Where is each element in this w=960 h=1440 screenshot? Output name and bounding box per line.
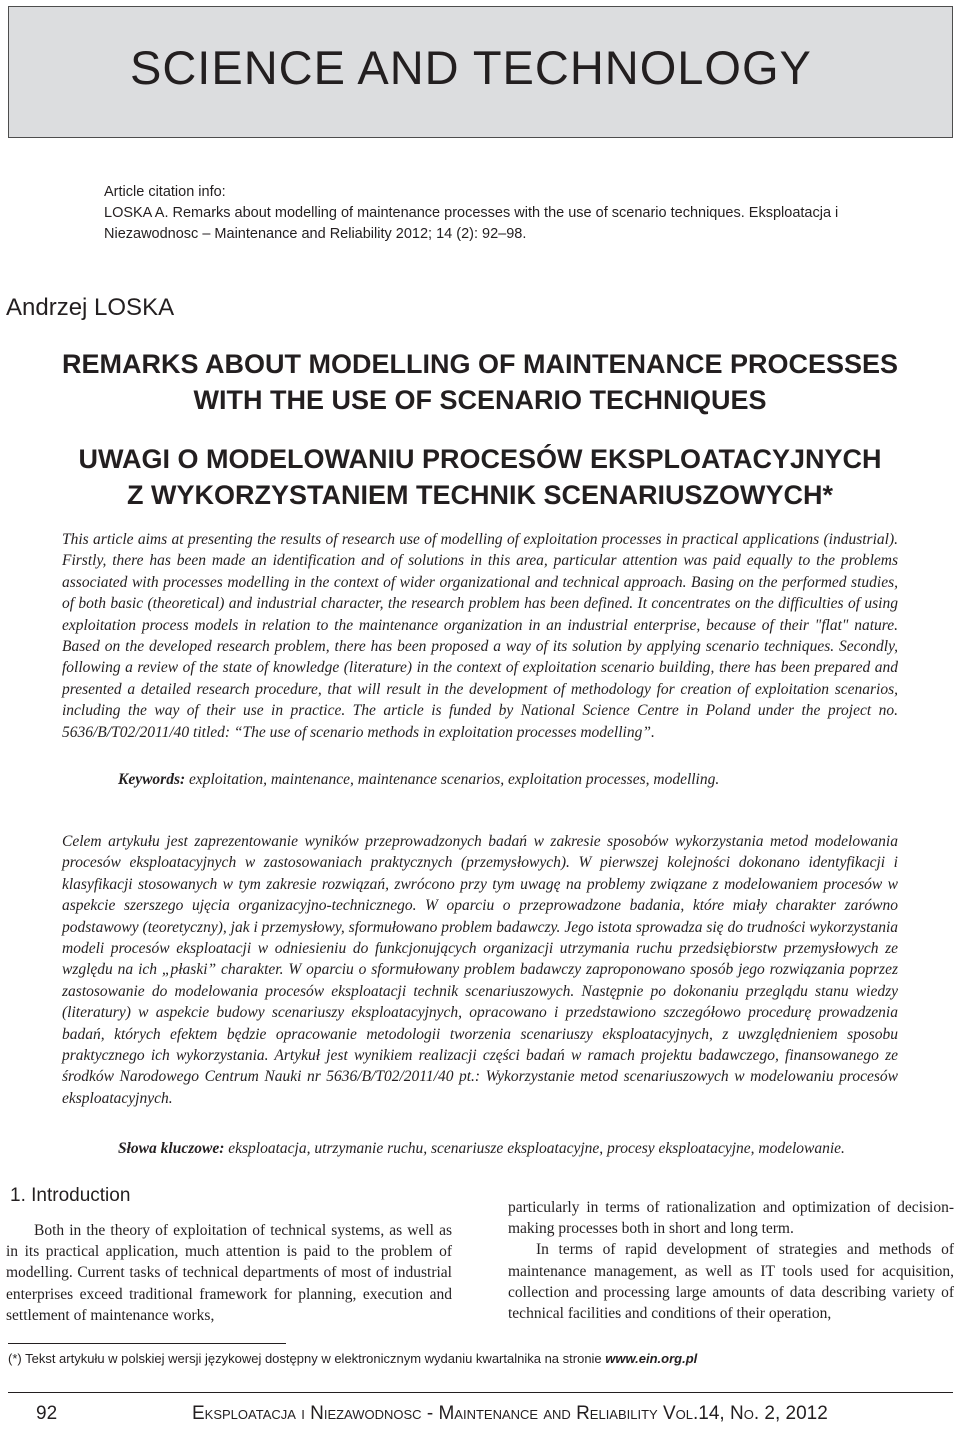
- title-pl-line-2: Z WYKORZYSTANIEM TECHNIK SCENARIUSZOWYCH*: [127, 480, 833, 510]
- footnote-link[interactable]: www.ein.org.pl: [605, 1351, 698, 1366]
- citation-label: Article citation info:: [104, 184, 226, 200]
- article-title-polish: [0, 441, 960, 513]
- journal-running-footer: Eksploatacja i Niezawodnosc - Maintenance and Reliability Vol.14, No. 2, 2012: [192, 1403, 828, 1424]
- right-column: [508, 1197, 954, 1324]
- keywords-list: exploitation, maintenance, maintenance scenarios, exploitation processes, modelling.: [185, 771, 720, 788]
- footnote-divider: [8, 1343, 286, 1344]
- keywords-english: [118, 771, 719, 789]
- title-en-line-2: WITH THE USE OF SCENARIO TECHNIQUES: [193, 385, 767, 415]
- citation-line-2: Niezawodnosc – Maintenance and Reliability 2012; 14 (2): 92–98.: [104, 226, 527, 242]
- intro-paragraph-left: Both in the theory of exploitation of technical systems, as well as in its practical application, much attention is paid to the problem of modelling. Current tasks of technical departments of most of industrial enterprises exceed traditional framework for planning, execution and settlement of maintenance works,: [6, 1222, 452, 1324]
- introduction-heading: 1. Introduction: [10, 1185, 131, 1206]
- section-title: SCIENCE AND TECHNOLOGY: [130, 41, 812, 94]
- left-column: [6, 1220, 452, 1326]
- intro-paragraph-right-2: In terms of rapid development of strategies and methods of maintenance management, as well as IT tools used for acquisition, collection and processing large amounts of data describing variety of technical facilities and conditions of their operation,: [508, 1241, 954, 1323]
- page-number: 92: [36, 1403, 58, 1424]
- article-title-english: [0, 346, 960, 418]
- keywords-pl-list: eksploatacja, utrzymanie ruchu, scenariusze eksploatacyjne, procesy eksploatacyjne, modelowanie.: [224, 1140, 845, 1157]
- footnote: [8, 1351, 948, 1366]
- title-en-line-1: REMARKS ABOUT MODELLING OF MAINTENANCE PROCESSES: [61, 349, 899, 379]
- title-pl-line-1: UWAGI O MODELOWANIU PROCESÓW EKSPLOATACYJNYCH: [78, 444, 882, 474]
- keywords-polish: [118, 1140, 845, 1158]
- author-name: Andrzej LOSKA: [6, 294, 175, 321]
- intro-paragraph-right-1: particularly in terms of rationalization and optimization of decision-making processes both in short and long term.: [508, 1199, 954, 1238]
- abstract-english: This article aims at presenting the results of research use of modelling of exploitation processes in practical applications (industrial). Firstly, there has been made an identification and of solutions in this area, particular attention was paid equally to the problems associated with processes modelling in the context of wider organizational and technical approach. Basing on the performed studies, of both basic (theoretical) and industrial character, the research problem has been defined. It concentrates on the difficulties of using exploitation process models in relation to the maintenance organization in an industrial enterprise, because of their "flat" nature. Based on the developed research problem, there has been proposed a way of its solution by applying scenario techniques. Secondly, following a review of the state of knowledge (literature) in the context of exploitation scenario building, there has been prepared and presented a detailed research procedure, that will result in the development of methodology for creation of exploitation scenarios, including the way of their use in practice. The article is funded by National Science Centre in Poland under the project no. 5636/B/T02/2011/40 titled: “The use of scenario methods in exploitation processes modelling”.: [62, 531, 898, 741]
- keywords-pl-label: Słowa kluczowe:: [118, 1140, 225, 1157]
- citation-line-1: LOSKA A. Remarks about modelling of maintenance processes with the use of scenario techniques. Eksploatacja i: [104, 205, 839, 221]
- footnote-text: (*) Tekst artykułu w polskiej wersji językowej dostępny w elektronicznym wydaniu kwartalnika na stronie: [8, 1351, 606, 1366]
- footer-divider: [8, 1392, 953, 1393]
- keywords-label: Keywords:: [118, 771, 186, 788]
- abstract-polish: Celem artykułu jest zaprezentowanie wyników przeprowadzonych badań w zakresie sposobów wykorzystania metod modelowania procesów eksploatacyjnych w zastosowaniach praktycznych (przemysłowych). W pierwszej kolejności dokonano identyfikacji i klasyfikacji stosowanych w tym zakresie rozwiązań, zwrócono przy tym uwagę na problemy związane z modelowaniem procesów w aspekcie szerszego ujęcia organizacyjno-technicznego. W oparciu o przeprowadzone badania, które miały charakter zarówno podstawowy (teoretyczny), jak i przemysłowy, sformułowano problem badawczy. Jego istota sprowadza się do trudności wykorzystania modeli procesów eksploatacji w odniesieniu do funkcjonujących organizacji utrzymania ruchu przedsiębiorstw przemysłowych ze względu na ich „płaski” charakter. W oparciu o sformułowany problem badawczy zaproponowano sposób jego rozwiązania poprzez zastosowanie do modelowania procesów eksploatacji technik scenariuszowych. Następnie po dokonaniu przeglądu stanu wiedzy (literatury) w aspekcie budowy scenariuszy eksploatacyjnych, opracowano i przedstawiono szczegółowo procedurę prowadzenia badań, których efektem będzie opracowanie metodologii tworzenia scenariuszy eksploatacyjnych, z uwzględnieniem sposobu praktycznego ich wykorzystania. Artykuł jest wynikiem realizacji części badań w ramach projektu badawczego, finansowanego ze środków Narodowego Centrum Nauki nr 5636/B/T02/2011/40 pt.: Wykorzystanie metod scenariuszowych w modelowaniu procesów eksploatacyjnych.: [62, 833, 898, 1107]
- citation-info: [104, 182, 904, 245]
